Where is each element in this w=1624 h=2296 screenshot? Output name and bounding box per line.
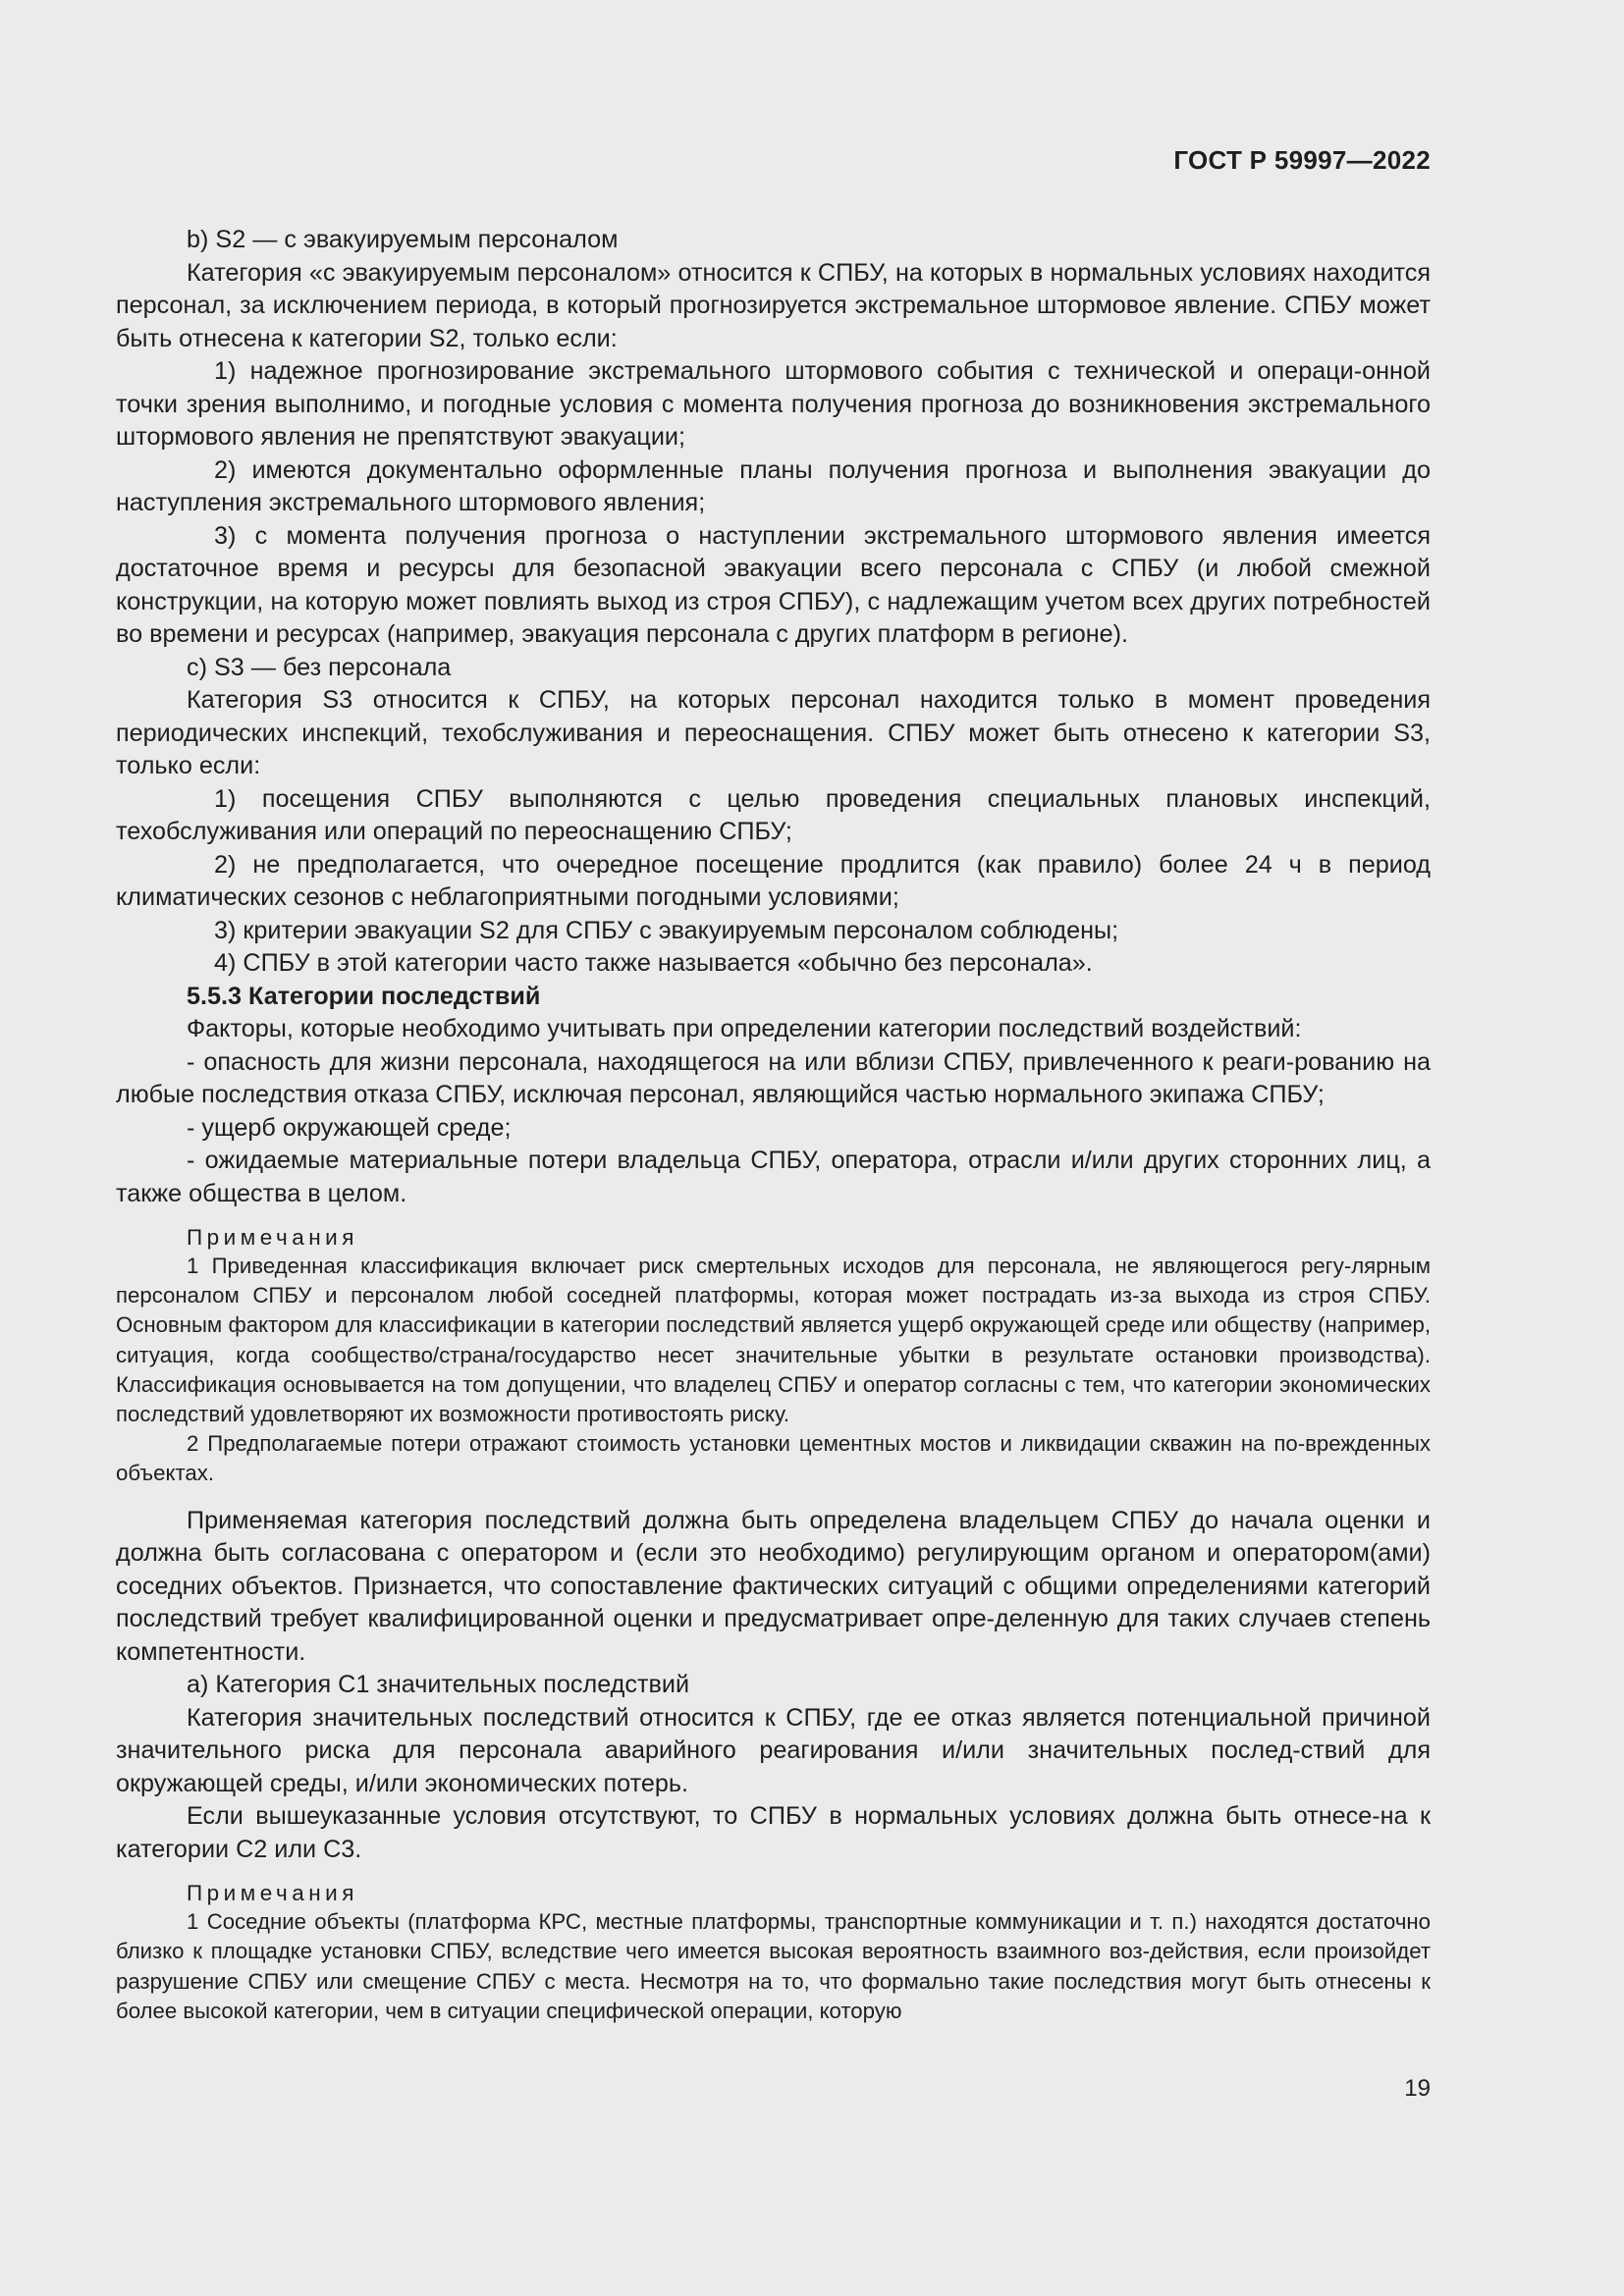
- notes-title: Примечания: [187, 1881, 358, 1906]
- paragraph: c) S3 — без персонала: [187, 653, 452, 681]
- list-item: 2) имеются документально оформленные планы получения прогноза и выполнения эвакуации до наступления экстремального штормового явления;: [116, 455, 1431, 516]
- list-item: 3) с момента получения прогноза о наступлении экстремального штормового явления имеется достаточное время и ресурсы для безопасной эвакуации всего персонала с СПБУ (и любой смежной конструкции, на которую может повлиять выход из строя СПБУ), с надлежащим учетом всех других потребностей во времени и ресурсах (например, эвакуация персонала с других платформ в регионе).: [116, 521, 1431, 648]
- notes-block: [116, 1224, 1431, 1489]
- note: 1 Приведенная классификация включает риск смертельных исходов для персонала, не являющегося регу-лярным персоналом СПБУ и персоналом любой соседней платформы, которая может пострадать из-за выхода из строя СПБУ. Основным фактором для классификации в категории последствий является ущерб окружающей среде или обществу (например, ситуация, когда сообщество/страна/государство несет значительные убытки в результате остановки производства). Классификация основывается на том допущении, что владелец СПБУ и оператор согласны с тем, что категории экономических последствий удовлетворяют их возможности противостоять риску.: [116, 1254, 1431, 1427]
- paragraph: - ожидаемые материальные потери владельца СПБУ, оператора, отрасли и/или других сторонних лиц, а также общества в целом.: [116, 1147, 1431, 1207]
- paragraph: Категория S3 относится к СПБУ, на которых персонал находится только в момент проведения периодических инспекций, техобслуживания и переоснащения. СПБУ может быть отнесено к категории S3, только если:: [116, 686, 1431, 779]
- list-item: 1) посещения СПБУ выполняются с целью проведения специальных плановых инспекций, техобслуживания или операций по переоснащению СПБУ;: [116, 784, 1431, 845]
- page-content: [116, 224, 1431, 2026]
- spacer: [116, 1489, 1431, 1505]
- list-item: 4) СПБУ в этой категории часто также называется «обычно без персонала».: [214, 949, 1093, 977]
- paragraph: b) S2 — с эвакуируемым персоналом: [187, 226, 619, 253]
- note: 1 Соседние объекты (платформа КРС, местные платформы, транспортные коммуникации и т. п.) находятся достаточно близко к площадке установки СПБУ, вследствие чего имеется высокая вероятность взаимного воз-действия, если произойдет разрушение СПБУ или смещение СПБУ с места. Несмотря на то, что формально такие последствия могут быть отнесены к более высокой категории, чем в ситуации специфической операции, которую: [116, 1909, 1431, 2023]
- list-item: 3) критерии эвакуации S2 для СПБУ с эвакуируемым персоналом соблюдены;: [214, 916, 1119, 944]
- paragraph: Категория «с эвакуируемым персоналом» относится к СПБУ, на которых в нормальных условиях находится персонал, за исключением периода, в который прогнозируется экстремальное штормовое явление. СПБУ может быть отнесена к категории S2, только если:: [116, 258, 1431, 352]
- paragraph: - опасность для жизни персонала, находящегося на или вблизи СПБУ, привлеченного к реаги-рованию на любые последствия отказа СПБУ, исключая персонал, являющийся частью нормального экипажа СПБУ;: [116, 1047, 1431, 1108]
- paragraph: Факторы, которые необходимо учитывать при определении категории последствий воздействий:: [187, 1015, 1302, 1042]
- paragraph: Если вышеуказанные условия отсутствуют, то СПБУ в нормальных условиях должна быть отнесе-на к категории С2 или С3.: [116, 1802, 1431, 1863]
- notes-title: Примечания: [187, 1225, 358, 1250]
- notes-block: [116, 1880, 1431, 2026]
- section-b: [116, 1505, 1431, 1867]
- paragraph: Категория значительных последствий относится к СПБУ, где ее отказ является потенциальной причиной значительного риска для персонала аварийного реагирования и/или значительных послед-ствий для окружающей среды, и/или экономических потерь.: [116, 1703, 1431, 1797]
- page-number: 19: [1404, 2075, 1431, 2102]
- paragraph: а) Категория С1 значительных последствий: [187, 1671, 690, 1699]
- section-a: [116, 224, 1431, 1210]
- note: 2 Предполагаемые потери отражают стоимость установки цементных мостов и ликвидации скважин на по-врежденных объектах.: [116, 1431, 1431, 1486]
- paragraph: - ущерб окружающей среде;: [187, 1113, 512, 1142]
- list-item: 2) не предполагается, что очередное посещение продлится (как правило) более 24 ч в период климатических сезонов с неблагоприятными погодными условиями;: [116, 850, 1431, 911]
- paragraph: Применяемая категория последствий должна быть определена владельцем СПБУ до начала оценки и должна быть согласована с оператором и (если это необходимо) регулирующим органом и оператором(ами) соседних объектов. Признается, что сопоставление фактических ситуаций с общими определениями категорий последствий требует квалифицированной оценки и предусматривает опре-деленную для таких случаев степень компетентности.: [116, 1506, 1431, 1666]
- document-header: ГОСТ Р 59997—2022: [1173, 145, 1431, 175]
- list-item: 1) надежное прогнозирование экстремального штормового события с технической и операци-онной точки зрения выполнимо, и погодные условия с момента получения прогноза до возникновения экстремального штормового явления не препятствуют эвакуации;: [116, 357, 1431, 451]
- section-heading: 5.5.3 Категории последствий: [187, 982, 541, 1010]
